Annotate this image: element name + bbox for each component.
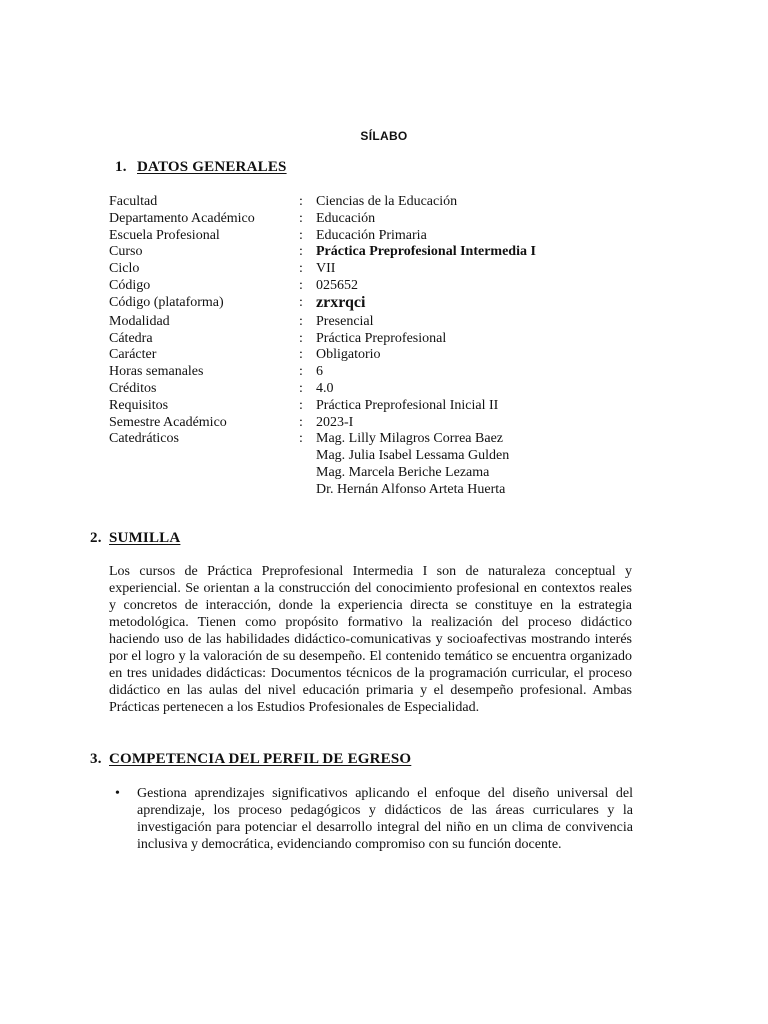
datos-separator: :: [299, 414, 303, 430]
datos-row-caracter: [109, 347, 536, 364]
datos-generales-table: [109, 194, 536, 499]
datos-value: zrxrqci: [316, 293, 366, 311]
datos-row-codigo: [109, 278, 536, 295]
section-title: DATOS GENERALES: [137, 159, 287, 175]
datos-value: 6: [316, 364, 323, 380]
datos-label: Facultad: [109, 194, 158, 209]
datos-label: Créditos: [109, 380, 157, 396]
datos-value: 025652: [316, 277, 358, 293]
sumilla-paragraph: Los cursos de Práctica Preprofesional Intermedia I son de naturaleza conceptual y experiencial. Se orientan a la construcción del conocimiento profesional en contextos reales y concretos de interacción, donde la experiencia directa se constituye en la estrategia metodológica. Tienen como propósito formativo la realización del proceso didáctico haciendo uso de las habilidades didáctico-comunicativas y socioafectivas mostrando interés por el logro y la valoración de su desempeño. El contenido temático se encuentra organizado en tres unidades didácticas: Documentos técnicos de la programación curricular, el proceso didáctico en las aulas del nivel educación primaria y el desempeño profesional. Ambas Prácticas pertenecen a los Estudios Profesionales de Especialidad.: [109, 564, 632, 715]
datos-separator: :: [299, 330, 303, 346]
datos-label: Curso: [109, 244, 143, 260]
datos-row-catedra: [109, 331, 536, 348]
catedratico-name: Mag. Marcela Beriche Lezama: [316, 464, 490, 480]
datos-value: 4.0: [316, 380, 334, 396]
datos-label: Horas semanales: [109, 364, 204, 380]
datos-value: Educación: [316, 210, 376, 226]
section-heading-datos-generales: [115, 159, 287, 176]
datos-value: Práctica Preprofesional Intermedia I: [316, 244, 536, 260]
datos-row-facultad: [109, 194, 536, 211]
datos-separator: :: [299, 313, 303, 329]
datos-row-catedraticos: [109, 431, 536, 448]
competencia-list-item: [115, 785, 633, 853]
datos-row-escuela: [109, 228, 536, 245]
datos-label: Departamento Académico: [109, 210, 255, 226]
competencia-text: Gestiona aprendizajes significativos aplicando el enfoque del diseño universal del aprendizaje, los proceso pedagógicos y didácticos de las áreas curriculares y la investigación para potenciar el desarrollo integral del niño en un clima de convivencia inclusiva y democrática, evidenciando compromiso con su función docente.: [137, 786, 633, 852]
datos-value: Mag. Lilly Milagros Correa Baez: [316, 431, 504, 447]
datos-value: VII: [316, 261, 336, 277]
datos-label: Escuela Profesional: [109, 227, 220, 243]
datos-separator: :: [299, 347, 303, 363]
datos-separator: :: [299, 244, 303, 260]
datos-row-codigo-plataforma: [109, 295, 536, 314]
section-title: SUMILLA: [109, 530, 181, 546]
datos-label: Código: [109, 277, 151, 293]
datos-row-horas: [109, 364, 536, 381]
catedratico-name: Mag. Julia Isabel Lessama Gulden: [316, 448, 510, 464]
datos-separator: :: [299, 294, 303, 310]
datos-value: Educación Primaria: [316, 227, 427, 243]
datos-separator: :: [299, 397, 303, 413]
catedratico-name: Dr. Hernán Alfonso Arteta Huerta: [316, 481, 506, 497]
datos-label: Código (plataforma): [109, 294, 224, 310]
datos-label: Catedráticos: [109, 431, 179, 447]
datos-value: Ciencias de la Educación: [316, 194, 458, 209]
bullet-icon: •: [115, 786, 120, 801]
datos-row-creditos: [109, 381, 536, 398]
datos-separator: :: [299, 227, 303, 243]
datos-separator: :: [299, 364, 303, 380]
datos-value: Obligatorio: [316, 347, 381, 363]
datos-row-departamento: [109, 211, 536, 228]
datos-label: Carácter: [109, 347, 157, 363]
datos-row-semestre: [109, 415, 536, 432]
datos-label: Modalidad: [109, 313, 170, 329]
datos-label: Semestre Académico: [109, 414, 227, 430]
datos-value: Práctica Preprofesional: [316, 330, 447, 346]
section-heading-sumilla: [90, 530, 180, 547]
datos-separator: :: [299, 261, 303, 277]
datos-value: 2023-I: [316, 414, 354, 430]
datos-separator: :: [299, 194, 303, 209]
section-title: COMPETENCIA DEL PERFIL DE EGRESO: [109, 751, 412, 767]
datos-separator: :: [299, 210, 303, 226]
datos-row-requisitos: [109, 398, 536, 415]
datos-separator: :: [299, 380, 303, 396]
datos-separator: :: [299, 277, 303, 293]
datos-value: Práctica Preprofesional Inicial II: [316, 397, 499, 413]
section-number: 2.: [90, 530, 102, 546]
datos-row-ciclo: [109, 261, 536, 278]
datos-value: Presencial: [316, 313, 374, 329]
datos-row-curso: [109, 244, 536, 261]
section-number: 3.: [90, 751, 102, 767]
section-heading-competencia: [90, 751, 411, 768]
datos-label: Cátedra: [109, 330, 153, 346]
datos-label: Ciclo: [109, 261, 140, 277]
datos-label: Requisitos: [109, 397, 169, 413]
datos-separator: :: [299, 431, 303, 447]
document-title: SÍLABO: [360, 129, 408, 143]
section-number: 1.: [115, 159, 127, 175]
datos-row-modalidad: [109, 314, 536, 331]
